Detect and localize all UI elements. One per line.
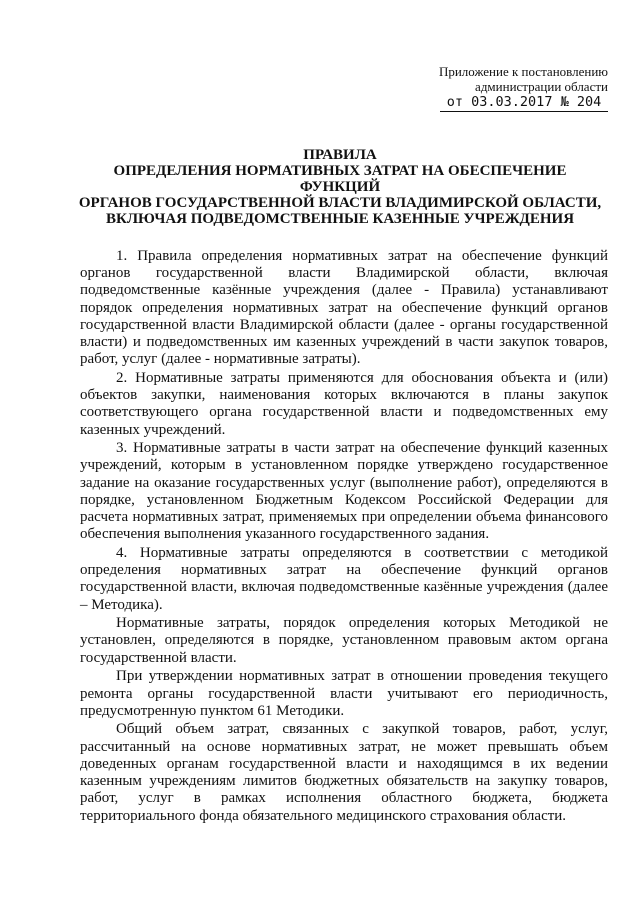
paragraph-1: 1. Правила определения нормативных затрат на обеспечение функций органов государственной власти Владимирской области, включая подведомственные казённые учреждения (далее - Правила) устанавливают порядок определения нормативных затрат на обеспечение функций органов государственной власти Владимирской области (далее - органы государственной власти) и подведомственных им казенных учреждений в части закупок товаров, работ, услуг (далее - нормативные затраты). [80,248,608,368]
paragraph-4: 4. Нормативные затраты определяются в соответствии с методикой определения нормативных затрат на обеспечение функций органов государственной власти, включая подведомственные казённые учреждения (далее – Методика). [80,544,608,613]
paragraph-3: 3. Нормативные затраты в части затрат на обеспечение функций казенных учреждений, которым в установленном порядке утверждено государственное задание на оказание государственных услуг (выполнение работ), определяются в порядке, установленном Бюджетным Кодексом Российской Федерации для расчета нормативных затрат, применяемых при определении объема финансового обеспечения выполнения указанного государственного задания. [80,440,608,543]
title-line-3: ФУНКЦИЙ [299,179,381,195]
title-line-5: ВКЛЮЧАЯ ПОДВЕДОМСТВЕННЫЕ КАЗЕННЫЕ УЧРЕЖДЕНИЯ [105,211,575,227]
document-title [40,147,640,227]
paragraph-5: Нормативные затраты, порядок определения которых Методикой не установлен, определяются в порядке, установленном правовым актом органа государственной власти. [80,615,608,666]
title-line-2: ОПРЕДЕЛЕНИЯ НОРМАТИВНЫХ ЗАТРАТ НА ОБЕСПЕЧЕНИЕ [113,163,567,179]
title-line-4: ОРГАНОВ ГОСУДАРСТВЕННОЙ ВЛАСТИ ВЛАДИМИРСКОЙ ОБЛАСТИ, [78,195,602,211]
title-line-1: ПРАВИЛА [303,147,377,163]
order-reference: от 03.03.2017 № 204 [440,94,608,112]
paragraph-6: При утверждении нормативных затрат в отношении проведения текущего ремонта органы государственной власти учитывают его периодичность, предусмотренную пунктом 61 Методики. [80,668,608,719]
paragraph-7: Общий объем затрат, связанных с закупкой товаров, работ, услуг, рассчитанный на основе нормативных затрат, не может превышать объем доведенных органам государственной власти и находящимся в их ведении казенным учреждениям лимитов бюджетных обязательств на закупку товаров, работ, услуг в рамках исполнения областного бюджета, бюджета территориального фонда обязательного медицинского страхования области. [80,721,608,824]
appendix-line-2: администрации области [475,79,608,94]
appendix-line-1: Приложение к постановлению [438,64,608,79]
paragraph-2: 2. Нормативные затраты применяются для обоснования объекта и (или) объектов закупки, наименования которых включаются в планы закупок соответствующего органа государственной власти и подведомственных ему казенных учреждений. [80,369,608,438]
document-body [80,248,608,826]
appendix-header [380,64,608,94]
